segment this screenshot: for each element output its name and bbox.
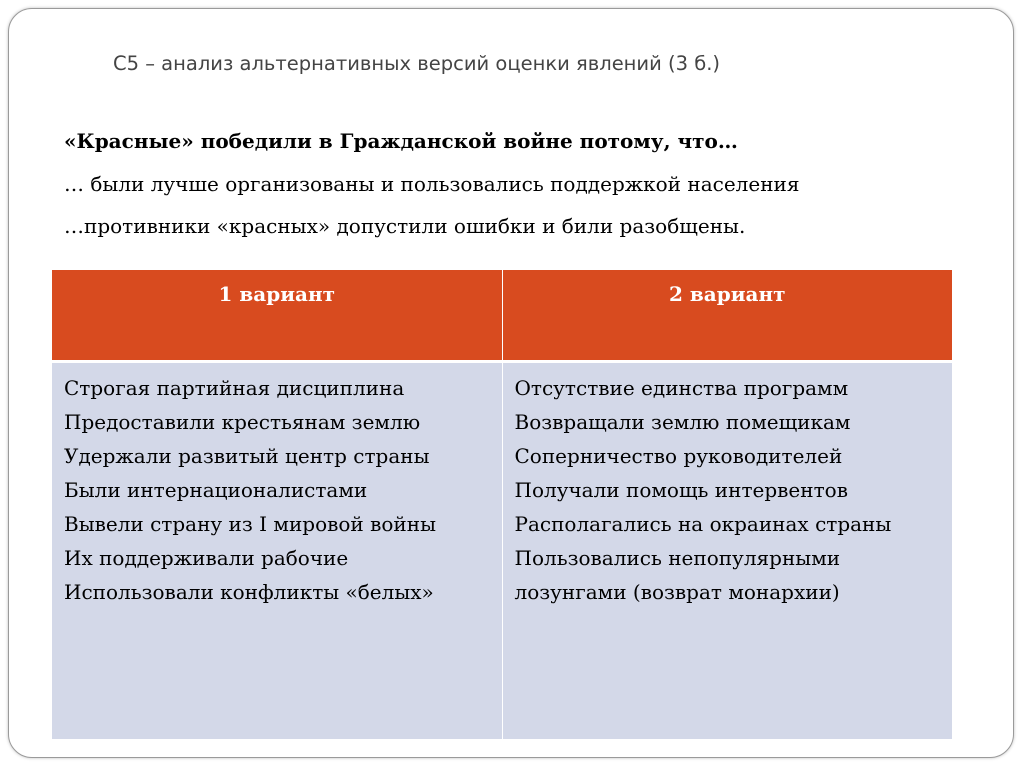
list-item: Соперничество руководителей [514,444,843,468]
list-item: Возвращали землю помещикам [514,410,851,434]
list-item: Были интернационалистами [64,478,368,502]
list-item: Пользовались непопулярными лозунгами (возврат монархии) [514,546,841,604]
list-item: Вывели страну из I мировой войны [64,512,437,536]
list-item: Предоставили крестьянам землю [64,410,421,434]
variant-1-cell [52,362,502,740]
slide-title: С5 – анализ альтернативных версий оценки явлений (3 б.) [113,52,721,75]
list-item: Удержали развитый центр страны [64,444,430,468]
list-item: Использовали конфликты «белых» [64,580,434,604]
variant-2-cell [502,362,952,740]
list-item: Располагались на окраинах страны [514,512,892,536]
header-variant-2: 2 вариант [502,270,952,362]
header-variant-1: 1 вариант [52,270,502,362]
list-item: Получали помощь интервентов [514,478,848,502]
variants-table [52,270,952,739]
thesis-line: «Красные» победили в Гражданской войне потому, что… [64,129,738,153]
version-2-line: …противники «красных» допустили ошибки и били разобщены. [64,214,746,238]
table-header-row [52,270,952,362]
list-item: Строгая партийная дисциплина [64,376,405,400]
list-item: Отсутствие единства программ [514,376,849,400]
list-item: Их поддерживали рабочие [64,546,349,570]
version-1-line: … были лучше организованы и пользовались поддержкой населения [64,172,800,196]
table-row [52,362,952,740]
